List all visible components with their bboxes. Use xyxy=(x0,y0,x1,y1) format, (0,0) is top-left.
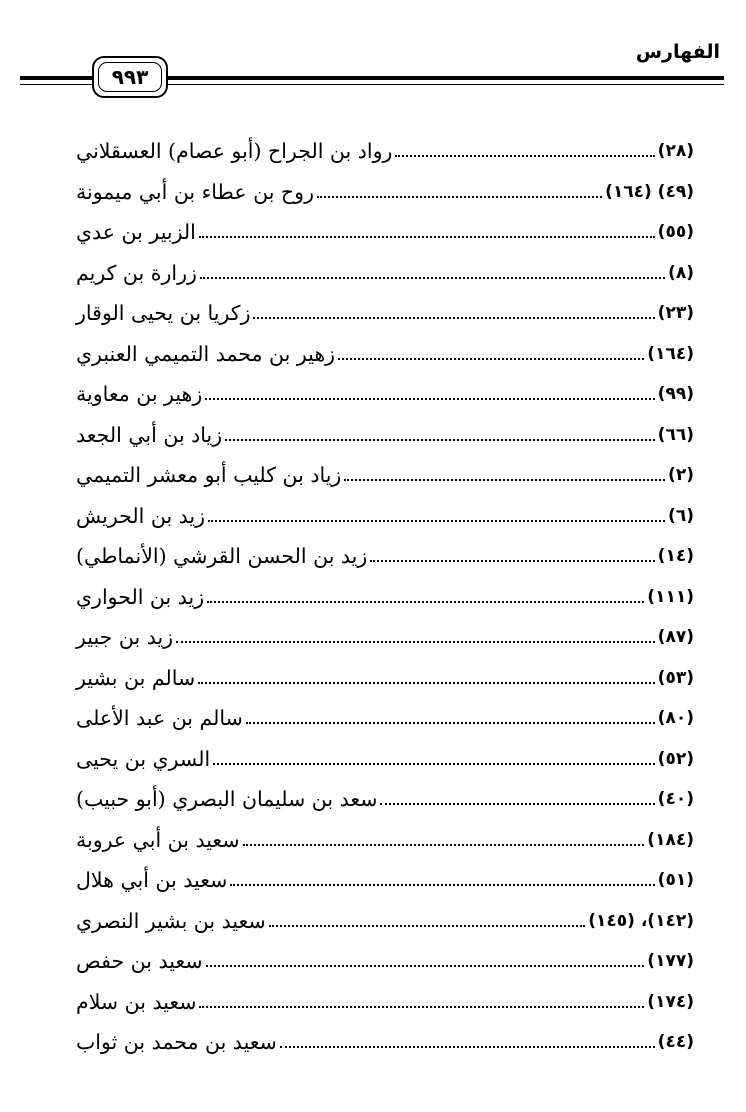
entry-reference: (٨) xyxy=(668,262,694,283)
entry-name: الزبير بن عدي xyxy=(76,220,196,245)
index-entry xyxy=(72,131,694,172)
index-entry xyxy=(72,536,694,577)
entry-reference: (٢٨) xyxy=(657,141,694,162)
entry-reference: (٥٣) xyxy=(657,667,694,688)
entry-name: زكريا بن يحيى الوقار xyxy=(76,301,251,326)
entry-name: سالم بن بشير xyxy=(76,665,196,690)
entry-reference: (٤٠) xyxy=(657,789,694,810)
index-entry xyxy=(72,739,694,780)
entry-name: زياد بن كليب أبو معشر التميمي xyxy=(76,463,342,488)
entry-reference: (٨٧) xyxy=(657,627,694,648)
index-entry xyxy=(72,334,694,375)
dot-leader xyxy=(208,520,665,522)
index-entry xyxy=(72,617,694,658)
section-title: الفهارس xyxy=(635,41,720,63)
entry-name: روح بن عطاء بن أبي ميمونة xyxy=(76,179,314,204)
entry-reference: (١١١) xyxy=(647,586,694,607)
index-entry xyxy=(72,293,694,334)
dot-leader xyxy=(199,236,655,238)
entry-name: زرارة بن كريم xyxy=(76,260,197,285)
entry-name: سالم بن عبد الأعلى xyxy=(76,706,243,731)
entry-name: سعيد بن محمد بن ثواب xyxy=(76,1030,277,1055)
entry-reference: (٦٦) xyxy=(657,424,694,445)
entry-name: زهير بن معاوية xyxy=(76,382,203,407)
dot-leader xyxy=(338,358,644,360)
index-entry xyxy=(72,415,694,456)
dot-leader xyxy=(225,439,655,441)
entry-name: سعيد بن حفص xyxy=(76,949,203,974)
index-entry xyxy=(72,212,694,253)
dot-leader xyxy=(344,479,665,481)
entry-reference: (٤٩) (١٦٤) xyxy=(605,181,694,202)
dot-leader xyxy=(317,196,602,198)
dot-leader xyxy=(207,601,644,603)
dot-leader xyxy=(200,277,665,279)
entry-name: سعيد بن سلام xyxy=(76,989,197,1014)
dot-leader xyxy=(199,1006,644,1008)
index-entries-list xyxy=(72,131,694,1063)
dot-leader xyxy=(246,722,655,724)
entry-reference: (٥١) xyxy=(657,870,694,891)
entry-reference: (١٨٤) xyxy=(647,829,694,850)
index-entry xyxy=(72,901,694,942)
dot-leader xyxy=(243,844,645,846)
dot-leader xyxy=(176,641,655,643)
entry-reference: (٥٥) xyxy=(657,222,694,243)
entry-reference: (٨٠) xyxy=(657,708,694,729)
index-entry xyxy=(72,860,694,901)
index-entry xyxy=(72,253,694,294)
entry-reference: (٦) xyxy=(668,505,694,526)
entry-name: سعد بن سليمان البصري (أبو حبيب) xyxy=(76,787,378,812)
entry-name: رواد بن الجراح (أبو عصام) العسقلاني xyxy=(76,139,393,164)
entry-name: زيد بن الحسن القرشي (الأنماطي) xyxy=(76,544,368,569)
entry-name: زيد بن الحواري xyxy=(76,584,205,609)
entry-reference: (١٧٧) xyxy=(647,951,694,972)
dot-leader xyxy=(206,965,645,967)
entry-name: زيد بن الحريش xyxy=(76,503,206,528)
entry-reference: (١٤٢)، (١٤٥) xyxy=(588,910,694,931)
entry-reference: (١٤) xyxy=(657,546,694,567)
index-entry xyxy=(72,982,694,1023)
dot-leader xyxy=(205,398,654,400)
entry-name: زهير بن محمد التميمي العنبري xyxy=(76,341,336,366)
entry-reference: (١٧٤) xyxy=(647,991,694,1012)
dot-leader xyxy=(380,803,654,805)
entry-reference: (٩٩) xyxy=(657,384,694,405)
entry-reference: (٢) xyxy=(668,465,694,486)
index-entry xyxy=(72,577,694,618)
entry-reference: (٢٣) xyxy=(657,303,694,324)
entry-reference: (٥٢) xyxy=(657,748,694,769)
index-entry xyxy=(72,941,694,982)
index-entry xyxy=(72,496,694,537)
entry-reference: (٤٤) xyxy=(657,1032,694,1053)
entry-name: زياد بن أبي الجعد xyxy=(76,422,223,447)
index-entry xyxy=(72,1022,694,1063)
index-entry xyxy=(72,820,694,861)
index-entry xyxy=(72,779,694,820)
entry-name: سعيد بن بشير النصري xyxy=(76,908,266,933)
index-entry xyxy=(72,455,694,496)
dot-leader xyxy=(230,884,654,886)
dot-leader xyxy=(213,763,655,765)
index-entry xyxy=(72,658,694,699)
dot-leader xyxy=(395,155,654,157)
entry-name: سعيد بن أبي هلال xyxy=(76,868,228,893)
dot-leader xyxy=(253,317,654,319)
dot-leader xyxy=(198,682,655,684)
entry-reference: (١٦٤) xyxy=(647,343,694,364)
entry-name: سعيد بن أبي عروبة xyxy=(76,827,240,852)
dot-leader xyxy=(370,560,654,562)
entry-name: السري بن يحيى xyxy=(76,746,211,771)
dot-leader xyxy=(269,925,586,927)
index-entry xyxy=(72,698,694,739)
dot-leader xyxy=(280,1046,655,1048)
index-entry xyxy=(72,374,694,415)
page-number: ٩٩٣ xyxy=(111,65,149,89)
entry-name: زيد بن جبير xyxy=(76,625,174,650)
index-entry xyxy=(72,172,694,213)
